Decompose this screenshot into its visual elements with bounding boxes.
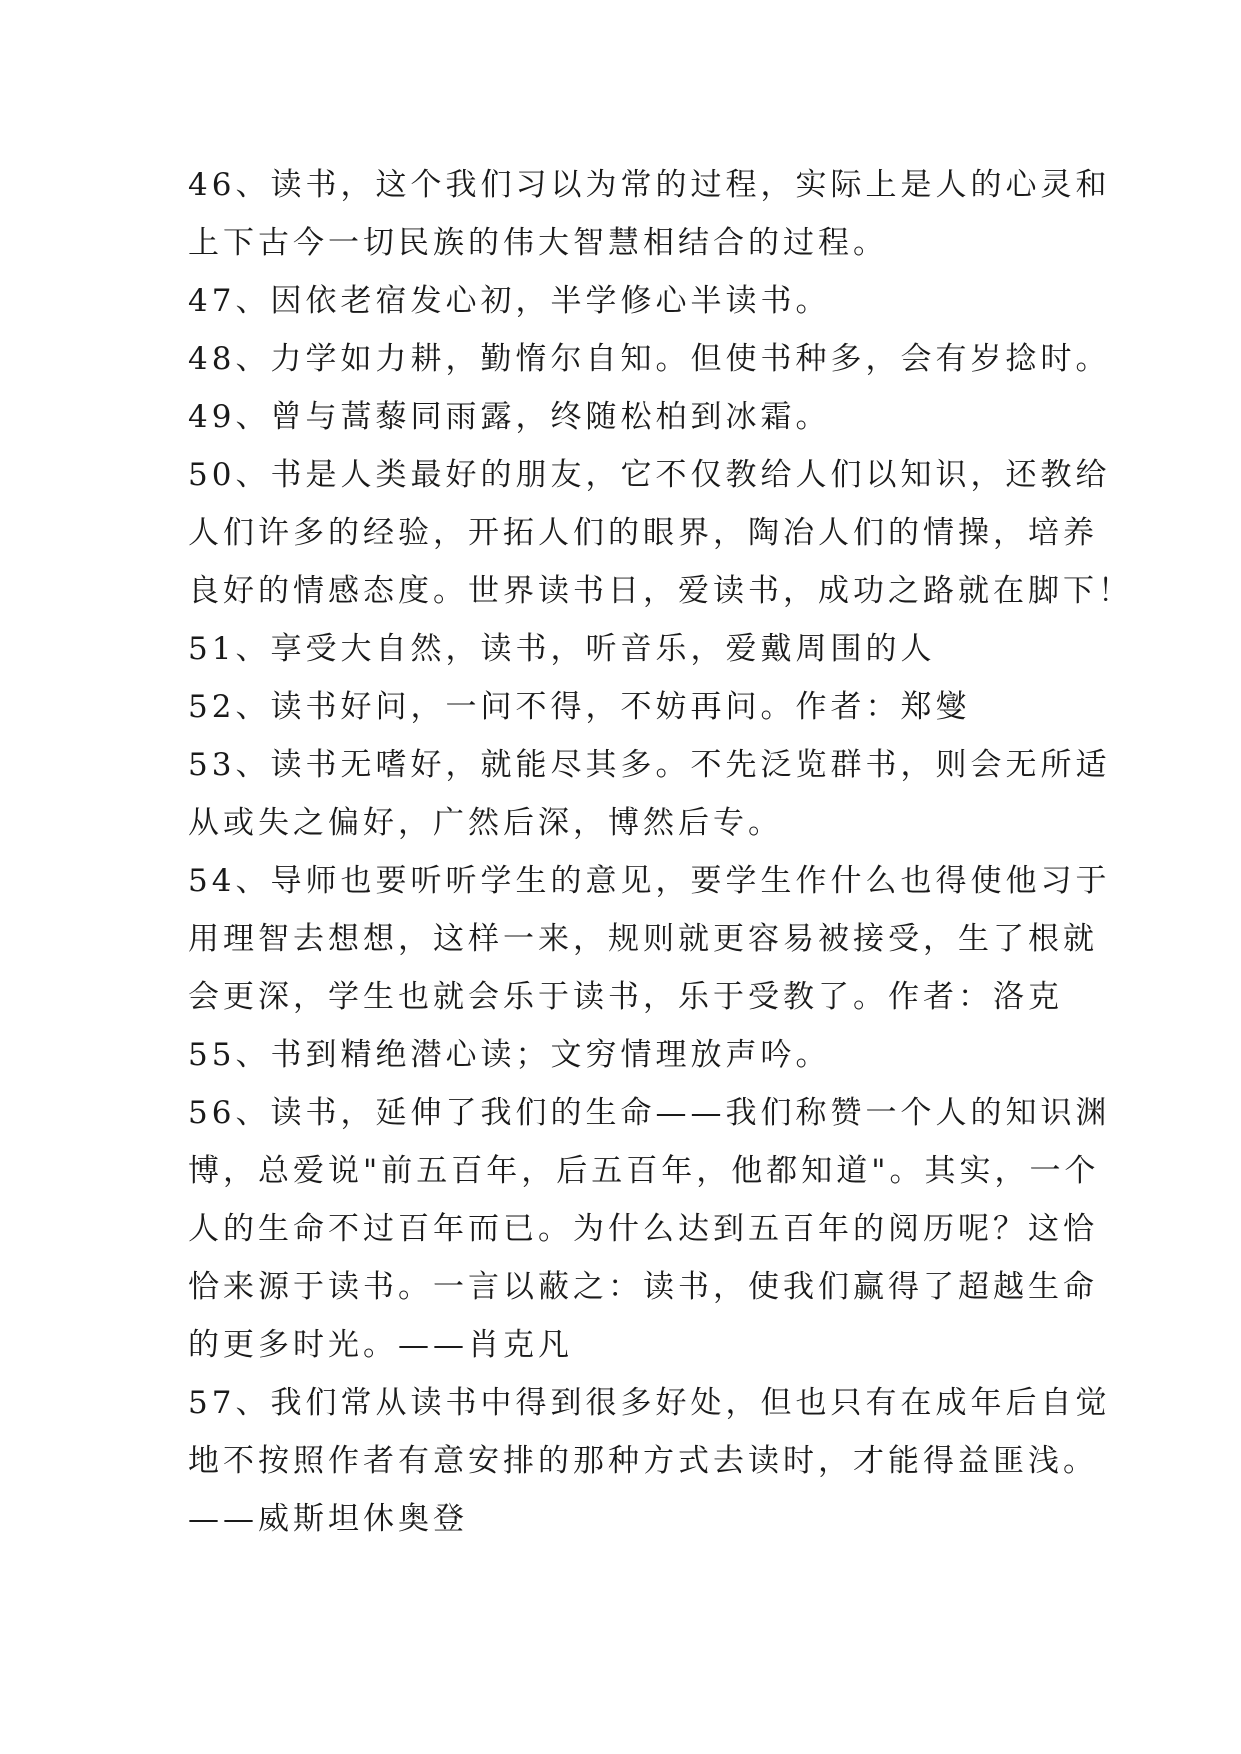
text-line: 人的生命不过百年而已。为什么达到五百年的阅历呢？这恰 — [188, 1211, 1098, 1247]
text-line: 57、我们常从读书中得到很多好处，但也只有在成年后自觉 — [188, 1385, 1111, 1421]
text-line: 51、享受大自然，读书，听音乐，爱戴周围的人 — [188, 631, 936, 667]
text-line: 的更多时光。——肖克凡 — [188, 1327, 573, 1363]
text-line: 48、力学如力耕，勤惰尔自知。但使书种多，会有岁捻时。 — [188, 341, 1111, 377]
text-line: 55、书到精绝潜心读；文穷情理放声吟。 — [188, 1037, 831, 1073]
text-line: 良好的情感态度。世界读书日，爱读书，成功之路就在脚下！ — [188, 573, 1133, 609]
text-line: 恰来源于读书。一言以蔽之：读书，使我们赢得了超越生命 — [188, 1269, 1098, 1305]
text-line: 从或失之偏好，广然后深，博然后专。 — [188, 805, 783, 841]
text-line: 博，总爱说"前五百年，后五百年，他都知道"。其实，一个 — [188, 1153, 1100, 1189]
text-line: 人们许多的经验，开拓人们的眼界，陶冶人们的情操，培养 — [188, 515, 1098, 551]
text-line: 53、读书无嗜好，就能尽其多。不先泛览群书，则会无所适 — [188, 747, 1111, 783]
text-line: 46、读书，这个我们习以为常的过程，实际上是人的心灵和 — [188, 167, 1111, 203]
text-line: 会更深，学生也就会乐于读书，乐于受教了。作者：洛克 — [188, 979, 1063, 1015]
text-line: 地不按照作者有意安排的那种方式去读时，才能得益匪浅。 — [188, 1443, 1098, 1479]
text-line: 52、读书好问，一问不得，不妨再问。作者：郑燮 — [188, 689, 971, 725]
text-line: 50、书是人类最好的朋友，它不仅教给人们以知识，还教给 — [188, 457, 1111, 493]
text-line: ——威斯坦休奥登 — [188, 1501, 468, 1537]
text-line: 56、读书，延伸了我们的生命——我们称赞一个人的知识渊 — [188, 1095, 1111, 1131]
text-line: 上下古今一切民族的伟大智慧相结合的过程。 — [188, 225, 888, 261]
text-line: 用理智去想想，这样一来，规则就更容易被接受，生了根就 — [188, 921, 1098, 957]
document-body — [188, 156, 1133, 1548]
text-line: 49、曾与蒿藜同雨露，终随松柏到冰霜。 — [188, 399, 831, 435]
text-line: 47、因依老宿发心初，半学修心半读书。 — [188, 283, 831, 319]
text-line: 54、导师也要听听学生的意见，要学生作什么也得使他习于 — [188, 863, 1111, 899]
